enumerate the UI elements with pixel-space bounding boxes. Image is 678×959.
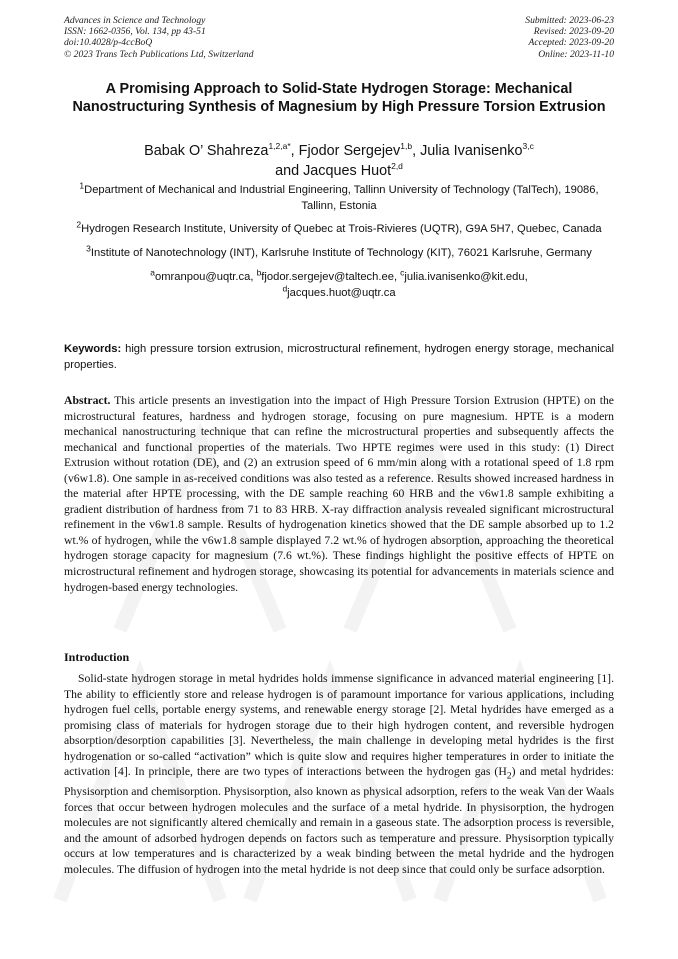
email-link[interactable]: jacques.huot@uqtr.ca	[287, 286, 396, 299]
section-heading: Introduction	[64, 650, 130, 664]
author-emails: $^a$omranpou@uqtr.ca, $^b$fjodor.sergejev@taltech.ee, $^c$julia.ivanisenko@kit.edu, $^d$jacques.huot@uqtr.ca	[150, 267, 528, 299]
email-link[interactable]: fjodor.sergejev@taltech.ee	[261, 270, 394, 283]
email-link[interactable]: omranpou@uqtr.ca	[155, 270, 251, 283]
keywords-label: Keywords:	[64, 343, 122, 355]
author-affiliation-marker: 2,d	[391, 161, 403, 172]
author-affiliation-marker: 3,c	[522, 141, 534, 152]
affiliations	[62, 180, 616, 309]
doi: doi:10.4028/p-4ccBoQ	[64, 37, 153, 49]
abstract	[64, 393, 614, 595]
affiliation: $^2$Hydrogen Research Institute, University of Quebec at Trois-Rivieres (UQTR), G9A 5H7, Quebec, Canada	[76, 219, 602, 236]
publication-dates	[525, 15, 614, 60]
date-accepted: Accepted: 2023-09-20	[528, 37, 614, 49]
keywords	[64, 342, 614, 373]
keywords-text: high pressure torsion extrusion, microstructural refinement, hydrogen energy storage, mechanical properties.	[64, 343, 615, 371]
date-submitted: Submitted: 2023-06-23	[525, 15, 614, 26]
affiliation: $^1$Department of Mechanical and Industrial Engineering, Tallinn University of Technology (TalTech), 19086, Tallinn, Estonia	[79, 180, 599, 212]
author-name: Jacques Huot	[303, 163, 392, 179]
author-affiliation-marker: 1,2,a*	[268, 141, 291, 152]
author-name: Fjodor Sergejev	[298, 143, 401, 159]
abstract-text: This article presents an investigation into the impact of High Pressure Torsion Extrusion (HPTE) on the microstructural features, hardness and hydrogen storage, focusing on pure magnesium. HPTE is a modern mechanical nanostructuring technique that can refine the microstructural properties and subsequently affects the mechanical and functional properties of the materials. Two HPTE regimes were used in this study: (1) Direct Extrusion without rotation (DE), and (2) an extrusion speed of 6 mm/min along with a rotational speed of 1.8 rpm (v6w1.8). One sample in as-received conditions was also tested as a reference. Results showed increased hardness in the material after HPTE processing, with the DE sample reaching 60 HRB and the v6w1.8 sample exhibiting a gradient distribution of hardness from 71 to 83 HRB. X-ray diffraction analysis revealed significant microstructural refinement in the v6w1.8 sample. Results of hydrogenation kinetics showed that the DE sample absorbed up to 1.2 wt.% of hydrogen, while the v6w1.8 sample displayed 7.2 wt.% of hydrogen absorption, approaching the theoretical hydrogen storage capacity for magnesium (7.6 wt.%). These findings highlight the positive effects of HPTE on microstructural refinement and hydrogen storage, showcasing its potential for advancements in materials science and hydrogen-based energy technologies.	[64, 394, 614, 594]
email-link[interactable]: julia.ivanisenko@kit.edu	[404, 270, 525, 283]
paper-title: A Promising Approach to Solid-State Hydrogen Storage: Mechanical Nanostructuring Synthesis of Magnesium by High Pressure Torsion Extrusion	[72, 81, 606, 115]
author-name: Julia Ivanisenko	[420, 143, 523, 159]
journal-name: Advances in Science and Technology	[64, 15, 206, 26]
date-revised: Revised: 2023-09-20	[533, 26, 614, 38]
author-list: Babak O’ Shahreza$^{1,2,a*}$, Fjodor Sergejev$^{1,b}$, Julia Ivanisenko$^{3,c}$ and Jacques Huot$^{2,d}$	[144, 141, 534, 179]
author-affiliation-marker: 1,b	[400, 141, 413, 152]
introduction-paragraph: Solid-state hydrogen storage in metal hydrides holds immense significance in advanced material engineering [1]. The ability to efficiently store and release hydrogen is of paramount importance for various applications, including hydrogen fuel cells, portable energy systems, and renewable energy storage [2]. Metal hydrides have emerged as a promising class of materials for hydrogen storage due to their high hydrogen content, and reversible hydrogen absorption/desorption capabilities [3]. Nevertheless, the main challenge in developing metal hydrides is the first hydrogenation or so-called “activation” which is quite slow and requires higher temperatures in order to initiate the activation [4]. In principle, there are two types of interactions between the hydrogen gas $(H_2)$ and metal hydrides: Physisorption and chemisorption. Physisorption, also known as physical adsorption, refers to the weak Van der Waals forces that occur between hydrogen molecules and the surface of a metal hydride. In physisorption, the hydrogen molecules are not significantly altered chemically and remain in a gaseous state. The adsorption process is reversible, and the amount of adsorbed hydrogen depends on factors such as temperature and pressure. Physisorption typically occurs at low temperatures and is characterized by a weak binding between the metal hydride and the hydrogen molecules. The diffusion of hydrogen into the metal hydride is not deep since that could only be surface adsorption.	[64, 672, 614, 876]
date-online: Online: 2023-11-10	[538, 48, 614, 60]
abstract-label: Abstract.	[64, 394, 111, 407]
affiliation: $^3$Institute of Nanotechnology (INT), Karlsruhe Institute of Technology (KIT), 76021 Karlsruhe, Germany	[86, 243, 592, 260]
journal-info	[64, 15, 254, 60]
copyright: © 2023 Trans Tech Publications Ltd, Switzerland	[64, 48, 254, 60]
author-name: Babak O’ Shahreza	[144, 143, 269, 159]
issn-volume: ISSN: 1662-0356, Vol. 134, pp 43-51	[64, 26, 206, 38]
